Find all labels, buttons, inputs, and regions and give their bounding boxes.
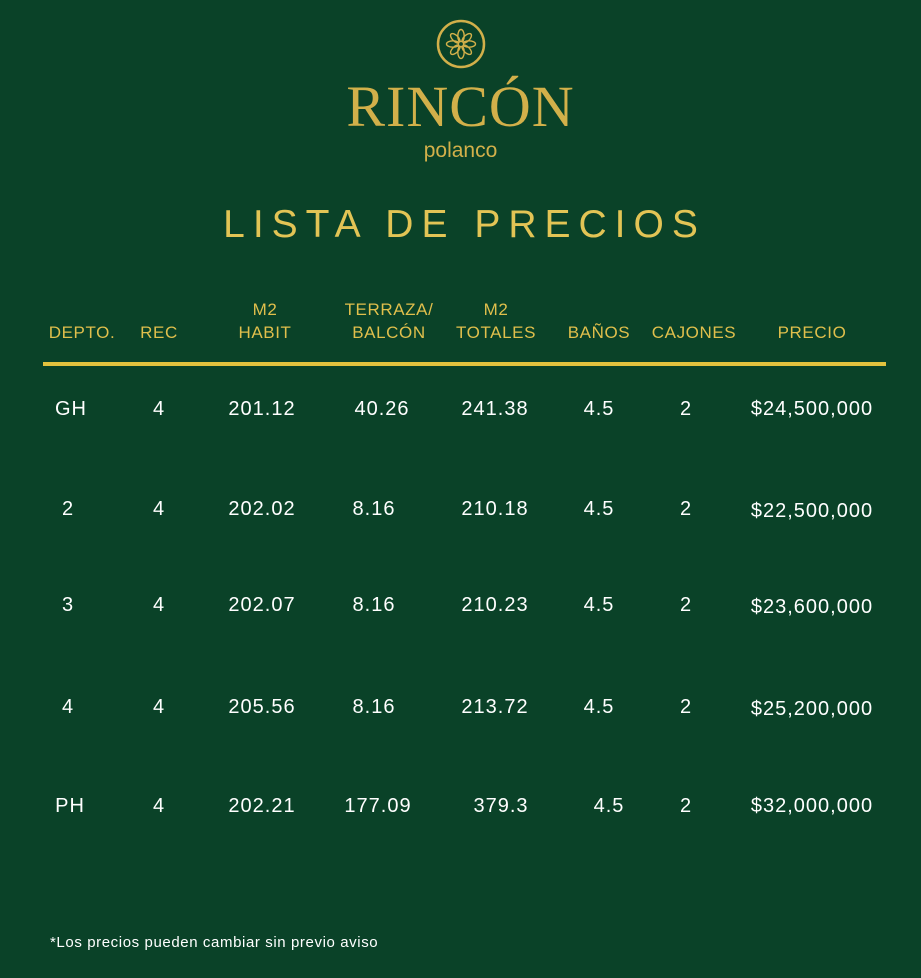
table-row [0,394,921,424]
table-row [0,692,921,722]
column-header-cajones: CAJONES [651,323,737,342]
cell-m2-totales: 241.38 [461,398,529,420]
cell-m2-totales: 210.18 [461,498,529,520]
cell-cajones: 2 [679,594,693,616]
cell-depto: 2 [61,498,75,520]
column-header-m2-habit: M2 HABIT [238,300,292,342]
cell-precio: $25,200,000 [750,698,874,720]
cell-rec: 4 [152,498,166,520]
column-header-precio: PRECIO [777,323,847,342]
cell-m2-totales: 210.23 [461,594,529,616]
cell-precio: $32,000,000 [750,795,874,817]
cell-m2-totales: 379.3 [473,795,529,817]
footnote: *Los precios pueden cambiar sin previo aviso [50,934,379,951]
cell-banos: 4.5 [583,696,615,718]
column-header-m2-totales: M2 TOTALES [455,300,537,342]
cell-terraza: 8.16 [352,696,396,718]
cell-banos: 4.5 [583,594,615,616]
column-header-banos: BAÑOS [567,323,631,342]
cell-banos: 4.5 [583,398,615,420]
cell-depto: PH [55,795,85,817]
cell-precio: $22,500,000 [750,500,874,522]
cell-banos: 4.5 [593,795,625,817]
cell-depto: GH [55,398,87,420]
cell-rec: 4 [152,696,166,718]
cell-m2-habit: 202.21 [228,795,296,817]
flower-emblem-icon [436,19,486,69]
cell-cajones: 2 [679,498,693,520]
cell-rec: 4 [152,398,166,420]
column-header-terraza-balcon: TERRAZA/ BALCÓN [344,300,434,342]
cell-terraza: 8.16 [352,594,396,616]
cell-rec: 4 [152,594,166,616]
cell-rec: 4 [152,795,166,817]
cell-terraza: 8.16 [352,498,396,520]
cell-banos: 4.5 [583,498,615,520]
cell-precio: $23,600,000 [750,596,874,618]
cell-m2-habit: 205.56 [228,696,296,718]
header-divider [43,362,886,366]
brand-name: RINCÓN [346,74,575,139]
cell-terraza: 177.09 [344,795,412,817]
cell-depto: 4 [61,696,75,718]
table-row [0,590,921,620]
table-row [0,791,921,821]
cell-precio: $24,500,000 [750,398,874,420]
cell-m2-habit: 202.07 [228,594,296,616]
page-title: LISTA DE PRECIOS [223,203,706,246]
cell-m2-habit: 201.12 [228,398,296,420]
column-header-rec: REC [140,323,178,342]
table-row [0,494,921,524]
cell-cajones: 2 [679,795,693,817]
cell-depto: 3 [61,594,75,616]
cell-m2-habit: 202.02 [228,498,296,520]
cell-terraza: 40.26 [354,398,410,420]
column-header-depto: DEPTO. [48,323,116,342]
cell-cajones: 2 [679,398,693,420]
cell-cajones: 2 [679,696,693,718]
cell-m2-totales: 213.72 [461,696,529,718]
brand-subtitle: polanco [423,139,498,162]
